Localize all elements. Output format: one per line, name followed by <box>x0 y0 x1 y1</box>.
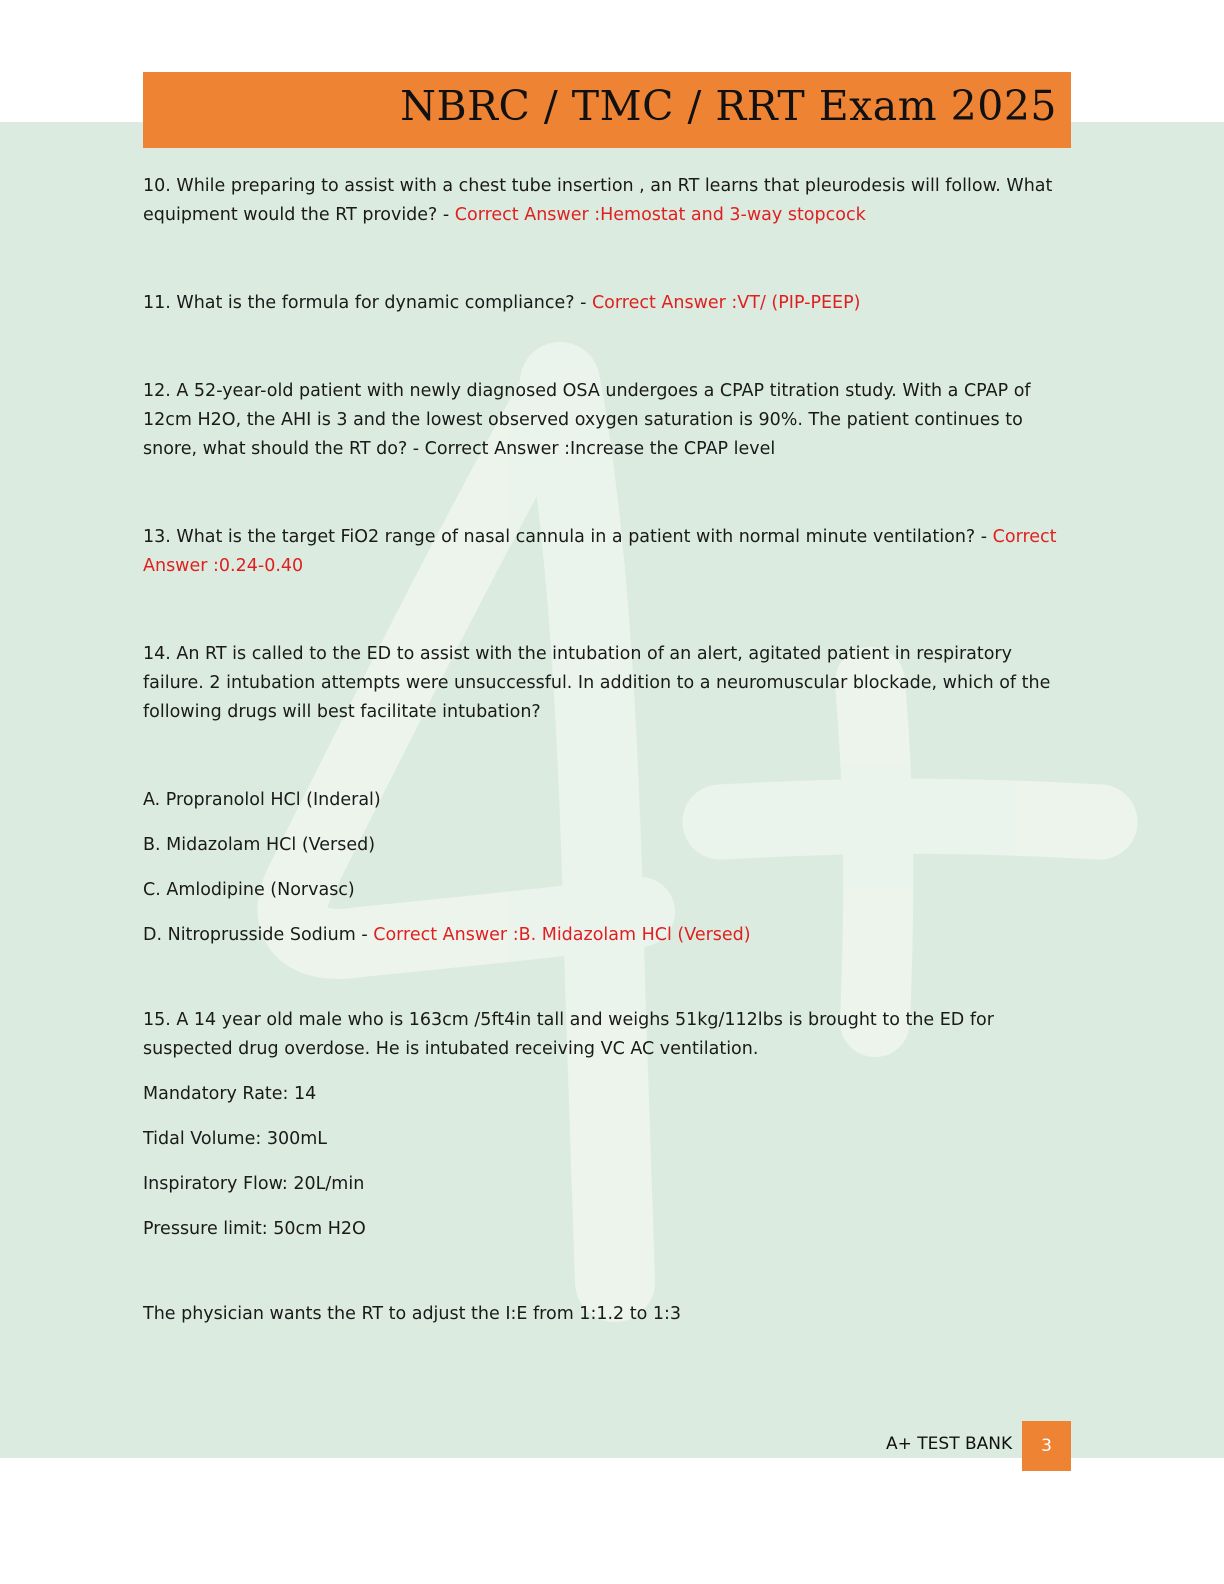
question-14-option-a: A. Propranolol HCl (Inderal) <box>143 790 381 810</box>
question-14-option-d-text: D. Nitroprusside Sodium - <box>143 925 374 945</box>
question-15-setting-pressure: Pressure limit: 50cm H2O <box>143 1219 366 1239</box>
question-14-option-b: B. Midazolam HCl (Versed) <box>143 835 376 855</box>
question-15-setting-tidal-volume: Tidal Volume: 300mL <box>143 1129 328 1149</box>
question-15-followup: The physician wants the RT to adjust the I:E from 1:1.2 to 1:3 <box>143 1304 682 1324</box>
question-15-setting-flow: Inspiratory Flow: 20L/min <box>143 1174 365 1194</box>
question-11 <box>143 289 1073 318</box>
question-10-text: 10. While preparing to assist with a chest tube insertion , an RT learns that pleurodesis will follow. What equipment would the RT provide? - <box>143 176 1053 225</box>
question-14-answer: Correct Answer :B. Midazolam HCl (Versed) <box>373 925 751 945</box>
question-13-answer: Correct Answer :0.24-0.40 <box>143 527 1057 576</box>
header-bar <box>143 72 1071 148</box>
page-number: 3 <box>1022 1421 1071 1471</box>
question-15 <box>143 1006 1073 1064</box>
question-13 <box>143 523 1073 581</box>
question-14 <box>143 640 1073 727</box>
question-content <box>143 172 1073 1329</box>
question-15-text: 15. A 14 year old male who is 163cm /5ft4in tall and weighs 51kg/112lbs is brought to the ED for suspected drug overdose. He is intubated receiving VC AC ventilation. <box>143 1010 994 1059</box>
question-14-option-d <box>143 921 1073 950</box>
question-11-answer: Correct Answer :VT/ (PIP-PEEP) <box>591 293 861 313</box>
question-14-option-c: C. Amlodipine (Norvasc) <box>143 880 355 900</box>
question-12-text: 12. A 52-year-old patient with newly diagnosed OSA undergoes a CPAP titration study. With a CPAP of 12cm H2O, the AHI is 3 and the lowest observed oxygen saturation is 90%. The patient continues to snore, what should the RT do? - Correct Answer :Increase the CPAP level <box>143 381 1031 459</box>
footer-label: A+ TEST BANK <box>886 1434 1013 1454</box>
question-13-text: 13. What is the target FiO2 range of nasal cannula in a patient with normal minute ventilation? - <box>143 527 993 547</box>
question-10 <box>143 172 1073 230</box>
question-11-text: 11. What is the formula for dynamic compliance? - <box>143 293 592 313</box>
question-10-answer: Correct Answer :Hemostat and 3-way stopcock <box>454 205 866 225</box>
page-title: NBRC / TMC / RRT Exam 2025 <box>400 82 1057 130</box>
question-12 <box>143 377 1073 464</box>
question-15-setting-rate: Mandatory Rate: 14 <box>143 1084 317 1104</box>
question-14-text: 14. An RT is called to the ED to assist with the intubation of an alert, agitated patient in respiratory failure. 2 intubation attempts were unsuccessful. In addition to a neuromuscular blockade, which of the following drugs will best facilitate intubation? <box>143 644 1051 722</box>
